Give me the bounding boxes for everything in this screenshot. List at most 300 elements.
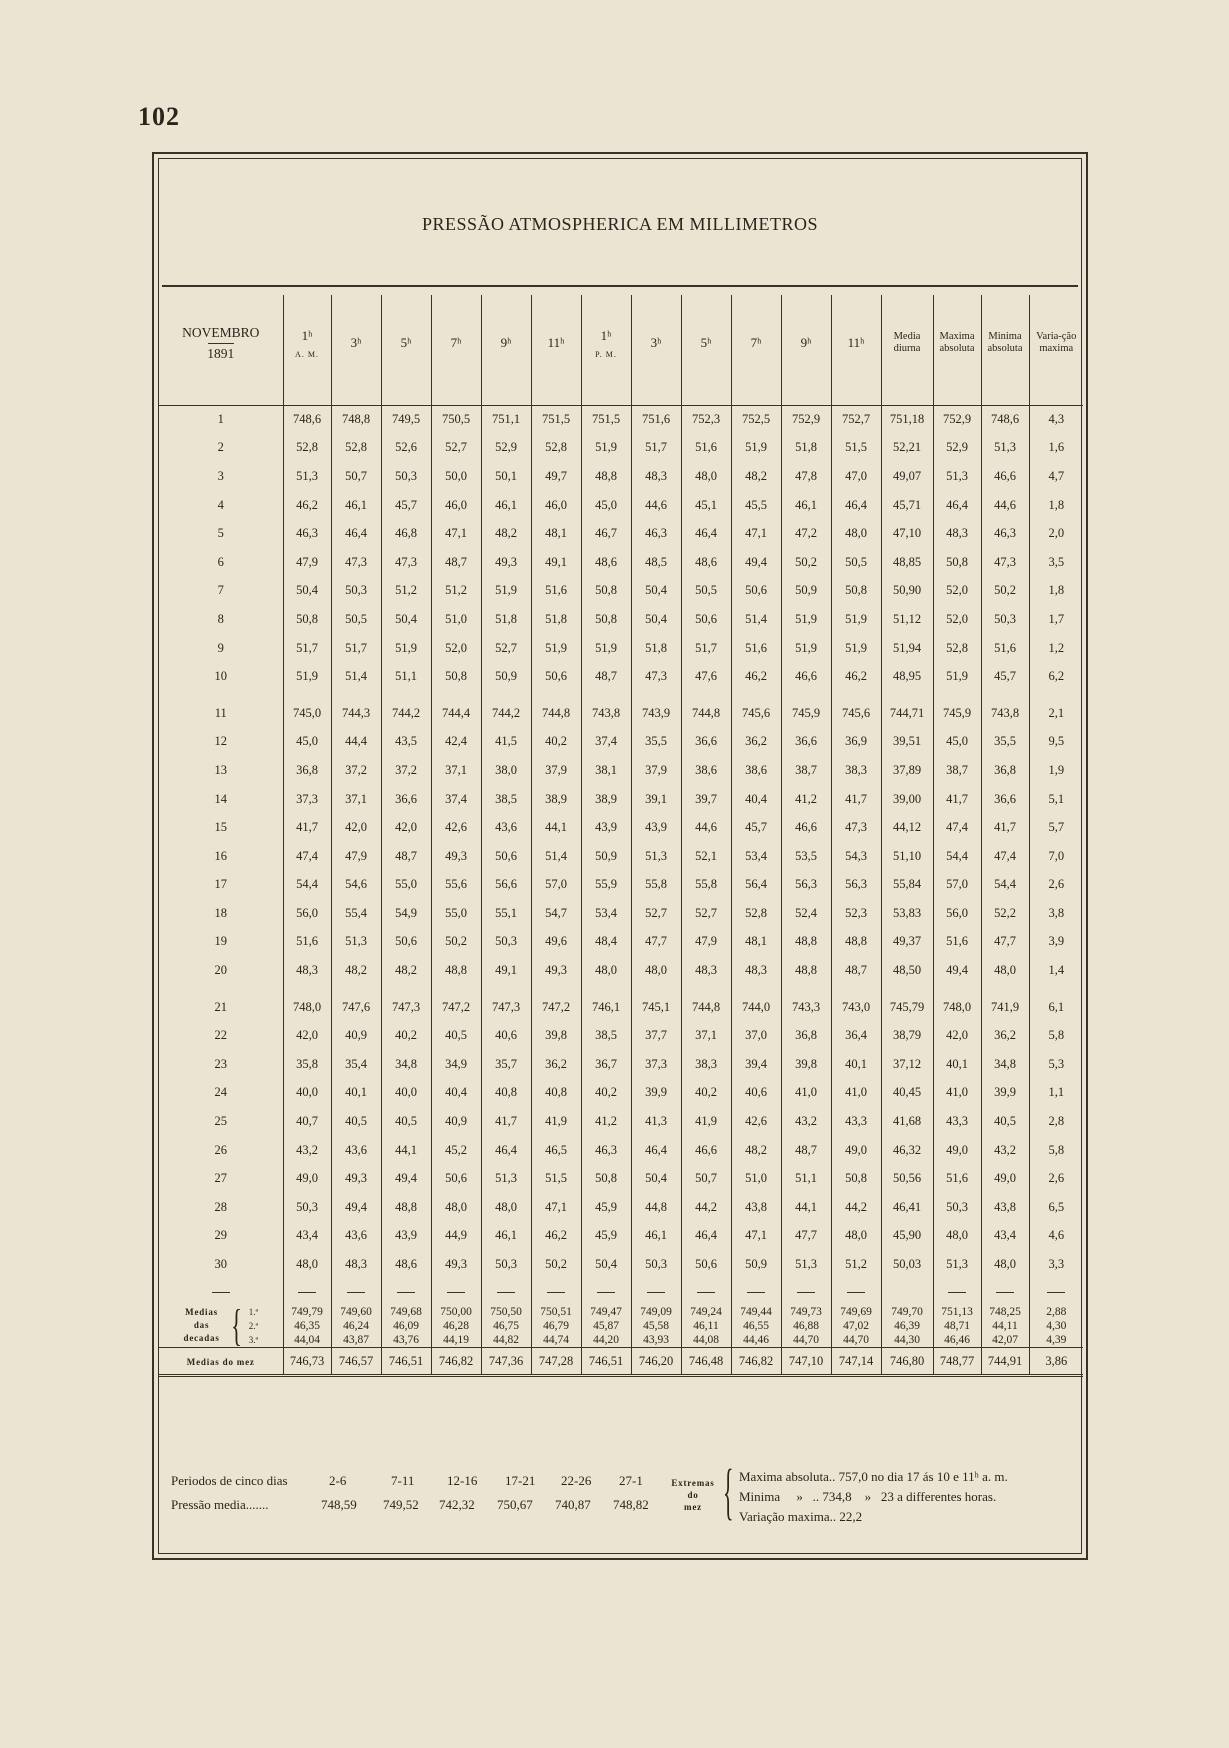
value-cell: 42,0 [933,1021,981,1050]
table-row [159,462,1083,491]
day-cell: 17 [214,877,227,892]
value-cell: 36,6 [681,728,731,757]
decade-value: 43,93 [643,1333,669,1346]
value-cell: 52,7 [631,899,681,928]
value-cell: 40,4 [731,785,781,814]
table-title: PRESSÃO ATMOSPHERICA EM MILLIMETROS [421,214,819,234]
value-cell: 40,8 [531,1079,581,1108]
value-cell: 748,6 [981,405,1029,434]
value-cell: 52,0 [933,605,981,634]
value-cell: 46,1 [781,491,831,520]
value-cell: 35,8 [283,1050,331,1079]
value-cell: 37,1 [331,785,381,814]
decade-label-wrap [159,1305,283,1347]
hour-header [481,295,531,391]
value-cell: 744,71 [881,699,933,728]
dash-cell [781,1279,831,1305]
month-mean-value: 747,10 [781,1347,831,1376]
spacer-cell [159,985,283,993]
hour-label: 3ʰ [350,335,362,350]
value-cell: 51,6 [933,1164,981,1193]
value-cell: 51,5 [831,434,881,463]
decade-value: 749,73 [790,1305,822,1318]
spacer-cell [581,691,631,699]
spacer-cell [831,985,881,993]
value-cell: 46,3 [631,519,681,548]
value-cell: 55,6 [431,871,481,900]
value-cell: 38,6 [681,756,731,785]
value-cell: 48,6 [581,548,631,577]
value-cell: 40,9 [431,1107,481,1136]
value-cell: 49,0 [831,1136,881,1165]
value-cell: 50,7 [331,462,381,491]
value-cell: 46,4 [933,491,981,520]
value-cell: 36,8 [781,1021,831,1050]
table-frame-inner [158,158,1082,1554]
value-cell: 50,3 [933,1193,981,1222]
spacer-cell [331,391,381,405]
value-cell: 39,7 [681,785,731,814]
value-cell: 43,2 [283,1136,331,1165]
value-cell: 51,3 [481,1164,531,1193]
month-year: 1891 [207,345,235,361]
value-cell: 49,4 [731,548,781,577]
value-cell: 47,3 [381,548,431,577]
decade-value: 46,79 [543,1319,569,1332]
value-cell: 53,83 [881,899,933,928]
value-cell: 745,1 [631,993,681,1022]
value-cell: 52,7 [481,634,531,663]
extremas-label-line: Extremas [671,1478,715,1488]
value-cell: 50,3 [381,462,431,491]
value-cell: 46,1 [331,491,381,520]
value-cell: 49,0 [283,1164,331,1193]
hour-header [283,295,331,391]
value-cell: 48,3 [283,956,331,985]
value-cell: 3,3 [1029,1250,1083,1279]
value-cell: 50,4 [581,1250,631,1279]
month-mean-value: 744,91 [981,1347,1029,1376]
table-frame [152,152,1088,1560]
value-cell: 52,8 [283,434,331,463]
value-cell: 41,0 [781,1079,831,1108]
dash-cell [881,1279,933,1305]
value-cell: 745,0 [283,699,331,728]
decade-value: 46,39 [894,1319,920,1332]
value-cell: 5,3 [1029,1050,1083,1079]
value-cell: 43,9 [631,813,681,842]
value-cell: 51,6 [283,928,331,957]
day-cell: 14 [214,791,227,806]
value-cell: 744,4 [431,699,481,728]
spacer-cell [431,691,481,699]
decade-value: 749,69 [840,1305,872,1318]
hour-label: 1ʰ [301,327,313,343]
value-cell: 40,1 [331,1079,381,1108]
value-cell: 51,6 [981,634,1029,663]
value-cell: 48,8 [381,1193,431,1222]
value-cell: 55,0 [381,871,431,900]
value-cell: 50,4 [631,577,681,606]
spacer-cell [481,391,531,405]
decade-value: 750,51 [540,1305,572,1318]
table-row [159,1079,1083,1108]
table-row [159,662,1083,691]
value-cell: 51,2 [431,577,481,606]
decade-value: 46,35 [294,1319,320,1332]
decade-value: 42,07 [992,1333,1018,1346]
table-row [159,928,1083,957]
value-cell: 747,3 [481,993,531,1022]
month-mean-value: 3,86 [1029,1347,1083,1376]
value-cell: 40,4 [431,1079,481,1108]
value-cell: 37,4 [581,728,631,757]
value-cell: 35,5 [981,728,1029,757]
value-cell: 41,7 [933,785,981,814]
value-cell: 745,9 [781,699,831,728]
value-cell: 41,3 [631,1107,681,1136]
spacer-cell [681,985,731,993]
value-cell: 36,8 [283,756,331,785]
value-cell: 47,1 [431,519,481,548]
value-cell: 748,8 [331,405,381,434]
value-cell: 38,3 [681,1050,731,1079]
spacer-cell [831,691,881,699]
value-cell: 750,5 [431,405,481,434]
value-cell: 48,0 [831,1222,881,1251]
value-cell: 36,6 [781,728,831,757]
value-cell: 48,6 [681,548,731,577]
spacer-cell [933,985,981,993]
month-mean-value: 747,28 [531,1347,581,1376]
value-cell: 51,5 [531,1164,581,1193]
value-cell: 57,0 [933,871,981,900]
period-pressure: 740,87 [555,1497,591,1512]
value-cell: 47,7 [781,1222,831,1251]
decade-value-cell [881,1305,933,1348]
value-cell: 51,4 [731,605,781,634]
extremas-label-line: mez [684,1502,702,1512]
value-cell: 53,5 [781,842,831,871]
value-cell: 48,7 [431,548,481,577]
dash-cell [531,1279,581,1305]
value-cell: 47,1 [531,1193,581,1222]
value-cell: 46,4 [681,519,731,548]
day-cell: 7 [217,583,224,598]
value-cell: 51,4 [531,842,581,871]
spacer-cell [531,691,581,699]
value-cell: 46,4 [631,1136,681,1165]
decade-number: 1.ª [248,1306,258,1317]
value-cell: 48,3 [681,956,731,985]
value-cell: 47,3 [981,548,1029,577]
value-cell: 35,4 [331,1050,381,1079]
month-means-label: Medias do mez [186,1356,255,1367]
value-cell: 40,2 [381,1021,431,1050]
table-row [159,842,1083,871]
decade-brace: { [230,1304,242,1348]
month-means-label-cell [159,1347,283,1376]
month-mean-value: 746,82 [431,1347,481,1376]
value-cell: 743,0 [831,993,881,1022]
value-cell: 55,1 [481,899,531,928]
value-cell: 52,7 [681,899,731,928]
month-mean-value: 747,36 [481,1347,531,1376]
decade-value: 44,82 [493,1333,519,1346]
spacer-cell [981,985,1029,993]
value-cell: 41,2 [781,785,831,814]
decade-value-cell [731,1305,781,1348]
decade-value: 749,68 [390,1305,422,1318]
dash-mark [996,1292,1014,1293]
decade-value-cell [1029,1305,1083,1348]
value-cell: 49,37 [881,928,933,957]
dash-cell [283,1279,331,1305]
value-cell: 50,0 [431,462,481,491]
value-cell: 40,5 [981,1107,1029,1136]
value-cell: 50,90 [881,577,933,606]
value-cell: 747,6 [331,993,381,1022]
spacer-cell [1029,985,1083,993]
decade-value: 4,30 [1046,1319,1067,1332]
value-cell: 46,2 [531,1222,581,1251]
spacer-cell [981,391,1029,405]
value-cell: 2,1 [1029,699,1083,728]
value-cell: 55,8 [631,871,681,900]
value-cell: 44,6 [631,491,681,520]
day-cell: 10 [214,669,227,684]
value-cell: 54,9 [381,899,431,928]
decade-value: 46,11 [693,1319,719,1332]
dash-cell [933,1279,981,1305]
value-cell: 48,2 [381,956,431,985]
dash-cell [831,1279,881,1305]
value-cell: 46,6 [781,813,831,842]
table-row [159,1222,1083,1251]
value-cell: 5,1 [1029,785,1083,814]
value-cell: 52,8 [933,634,981,663]
dash-mark [347,1292,365,1293]
value-cell: 46,4 [481,1136,531,1165]
value-cell: 44,2 [831,1193,881,1222]
spacer-cell [1029,391,1083,405]
dash-mark [797,1292,815,1293]
value-cell: 51,6 [731,634,781,663]
month-mean-value: 746,48 [681,1347,731,1376]
value-cell: 37,9 [631,756,681,785]
value-cell: 51,7 [681,634,731,663]
spacer-cell [481,985,531,993]
decade-gap-row [159,691,1083,699]
decade-value: 44,04 [294,1333,320,1346]
value-cell: 38,5 [581,1021,631,1050]
header-row [159,295,1083,391]
value-cell: 5,7 [1029,813,1083,842]
value-cell: 50,5 [681,577,731,606]
value-cell: 57,0 [531,871,581,900]
value-cell: 44,1 [781,1193,831,1222]
decade-value: 44,70 [843,1333,869,1346]
value-cell: 43,2 [981,1136,1029,1165]
value-cell: 37,89 [881,756,933,785]
value-cell: 50,4 [381,605,431,634]
spacer-cell [881,391,933,405]
period-range: 2-6 [329,1473,347,1488]
value-cell: 43,5 [381,728,431,757]
pressure-table [159,295,1083,1377]
value-cell: 7,0 [1029,842,1083,871]
value-cell: 51,8 [781,434,831,463]
value-cell: 46,3 [581,1136,631,1165]
decade-value: 749,60 [340,1305,372,1318]
dash-mark [948,1292,966,1293]
month-header [159,295,283,391]
value-cell: 48,3 [933,519,981,548]
value-cell: 50,8 [581,577,631,606]
hour-header [381,295,431,391]
decade-value: 46,28 [443,1319,469,1332]
hour-label: 9ʰ [800,335,812,350]
day-cell: 22 [214,1028,227,1043]
hour-header [831,295,881,391]
table-row [159,1193,1083,1222]
value-cell: 48,2 [731,1136,781,1165]
value-cell: 747,3 [381,993,431,1022]
value-cell: 51,8 [481,605,531,634]
value-cell: 4,7 [1029,462,1083,491]
value-cell: 748,6 [283,405,331,434]
value-cell: 39,8 [531,1021,581,1050]
periods-section [171,1458,1071,1547]
decade-label-line: das [193,1320,210,1331]
decade-label-line: decadas [183,1333,220,1344]
value-cell: 1,2 [1029,634,1083,663]
value-cell: 38,3 [831,756,881,785]
spacer-cell [881,985,933,993]
value-cell: 36,2 [731,728,781,757]
value-cell: 40,45 [881,1079,933,1108]
value-cell: 48,7 [381,842,431,871]
value-cell: 36,6 [981,785,1029,814]
value-cell: 51,9 [831,634,881,663]
value-cell: 36,2 [981,1021,1029,1050]
value-cell: 48,8 [581,462,631,491]
decade-value-cell [933,1305,981,1348]
value-cell: 50,5 [831,548,881,577]
value-cell: 751,5 [531,405,581,434]
value-cell: 51,0 [731,1164,781,1193]
value-cell: 47,9 [681,928,731,957]
value-cell: 49,07 [881,462,933,491]
decade-means-row [159,1305,1083,1348]
value-cell: 45,90 [881,1222,933,1251]
spacer-cell [731,391,781,405]
decade-value-cell [331,1305,381,1348]
value-cell: 52,4 [781,899,831,928]
value-cell: 40,8 [481,1079,531,1108]
value-cell: 41,0 [933,1079,981,1108]
dash-mark [212,1292,230,1293]
hour-label: 11ʰ [547,335,565,350]
value-cell: 43,6 [481,813,531,842]
value-cell: 35,7 [481,1050,531,1079]
spacer-cell [781,691,831,699]
value-cell: 743,8 [581,699,631,728]
value-cell: 40,1 [933,1050,981,1079]
hour-sub: P. M. [595,349,617,359]
value-cell: 43,8 [731,1193,781,1222]
value-cell: 48,2 [331,956,381,985]
spacer-cell [531,391,581,405]
value-cell: 44,6 [981,491,1029,520]
period-range: 17-21 [505,1473,536,1488]
periods-label: Periodos de cinco dias [171,1473,288,1488]
hour-label: 5ʰ [400,335,412,350]
hour-label: 5ʰ [700,335,712,350]
decade-value: 44,70 [793,1333,819,1346]
value-cell: 45,7 [381,491,431,520]
table-row [159,1250,1083,1279]
spacer-cell [631,391,681,405]
table-row [159,899,1083,928]
value-cell: 45,7 [981,662,1029,691]
period-pressure: 750,67 [497,1497,533,1512]
decade-value: 749,09 [640,1305,672,1318]
value-cell: 48,3 [631,462,681,491]
variacao-maxima-label: Varia-ção maxima [1036,331,1077,354]
value-cell: 751,18 [881,405,933,434]
value-cell: 46,5 [531,1136,581,1165]
value-cell: 44,2 [681,1193,731,1222]
value-cell: 2,0 [1029,519,1083,548]
value-cell: 50,8 [431,662,481,691]
spacer-cell [1029,691,1083,699]
hour-label: 7ʰ [450,335,462,350]
value-cell: 34,9 [431,1050,481,1079]
value-cell: 56,0 [933,899,981,928]
value-cell: 39,00 [881,785,933,814]
decade-value: 45,87 [593,1319,619,1332]
value-cell: 49,4 [381,1164,431,1193]
day-cell: 30 [214,1257,227,1272]
value-cell: 51,9 [481,577,531,606]
value-cell: 50,5 [331,605,381,634]
value-cell: 55,9 [581,871,631,900]
dash-cell [731,1279,781,1305]
day-cell: 16 [214,848,227,863]
value-cell: 752,7 [831,405,881,434]
spacer-cell [681,391,731,405]
spacer-cell [481,691,531,699]
value-cell: 49,0 [933,1136,981,1165]
decade-value: 749,47 [590,1305,622,1318]
value-cell: 751,5 [581,405,631,434]
value-cell: 52,9 [481,434,531,463]
value-cell: 46,41 [881,1193,933,1222]
value-cell: 47,1 [731,519,781,548]
dash-cell [381,1279,431,1305]
value-cell: 46,6 [681,1136,731,1165]
value-cell: 744,2 [381,699,431,728]
spacer-cell [933,691,981,699]
value-cell: 45,5 [731,491,781,520]
value-cell: 48,4 [581,928,631,957]
dash-cell [431,1279,481,1305]
value-cell: 43,4 [981,1222,1029,1251]
value-cell: 50,6 [481,842,531,871]
month-mean-value: 746,82 [731,1347,781,1376]
extremas-line: Maxima absoluta.. 757,0 no dia 17 ás 10 e 11ʰ a. m. [739,1469,1008,1484]
